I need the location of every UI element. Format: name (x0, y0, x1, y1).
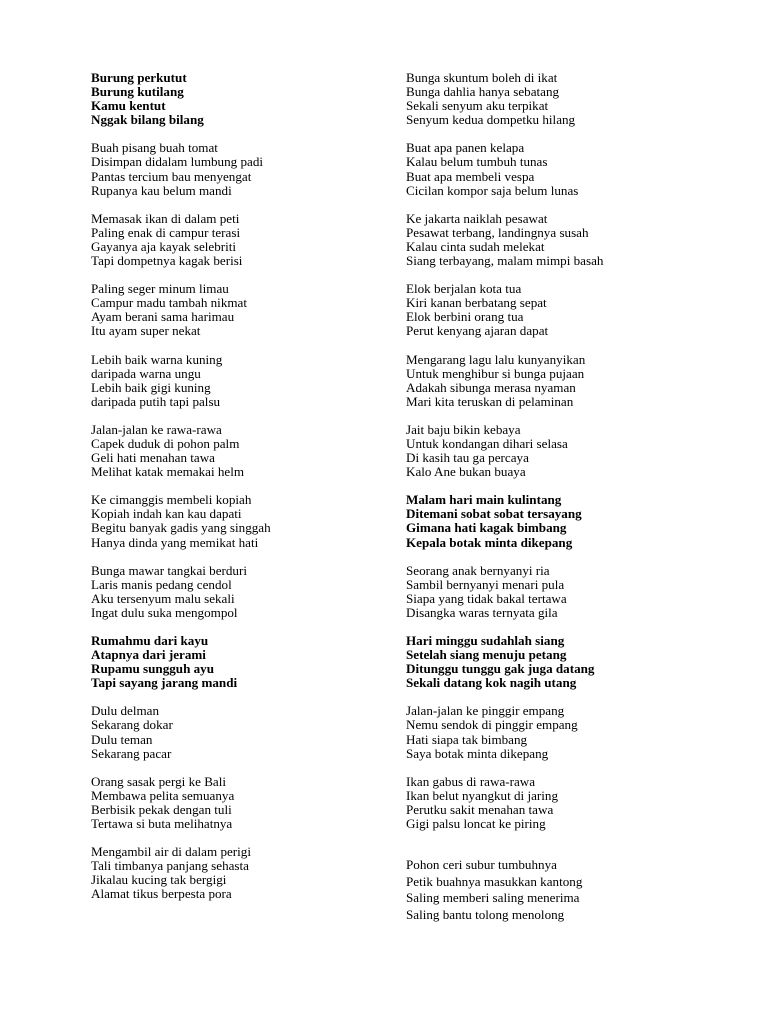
poem-line: Elok berjalan kota tua (406, 281, 522, 297)
stanza (91, 353, 421, 409)
stanza (91, 71, 421, 127)
poem-line: Siang terbayang, malam mimpi basah (406, 253, 604, 269)
poem-line: Pantas tercium bau menyengat (91, 168, 252, 184)
poem-line: Aku tersenyum malu sekali (91, 590, 235, 606)
poem-line: Setelah siang menuju petang (406, 647, 567, 663)
stanza (91, 493, 421, 549)
poem-line: Paling seger minum limau (91, 281, 229, 297)
poem-line: Perut kenyang ajaran dapat (406, 323, 549, 339)
stanza (91, 212, 421, 268)
poem-line: Capek duduk di pohon palm (91, 435, 240, 451)
poem-line: Kalau belum tumbuh tunas (406, 154, 548, 170)
stanza (406, 282, 736, 338)
poem-line: Mengarang lagu lalu kunyanyikan (406, 351, 586, 367)
stanza (406, 212, 736, 268)
stanza (406, 71, 736, 127)
poem-line: Burung perkutut (91, 70, 187, 85)
poem-line: Orang sasak pergi ke Bali (91, 773, 227, 789)
poem-line: Tertawa si buta melihatnya (91, 816, 233, 832)
stanza (406, 564, 736, 620)
poem-line: Sambil bernyanyi menari pula (406, 576, 565, 592)
poem-line: Saling memberi saling menerima (406, 890, 580, 906)
poem-line: Senyum kedua dompetku hilang (406, 112, 576, 128)
poem-line: Malam hari main kulintang (406, 492, 562, 508)
poem-line: Lebih baik gigi kuning (91, 379, 211, 395)
poem-line: Nemu sendok di pinggir empang (406, 717, 578, 733)
stanza (406, 704, 736, 760)
poem-line: Itu ayam super nekat (91, 323, 201, 339)
poem-line: Bunga dahlia hanya sebatang (406, 84, 560, 100)
stanza (91, 845, 421, 901)
poem-line: Disimpan didalam lumbung padi (91, 154, 264, 170)
poem-line: Membawa pelita semuanya (91, 787, 235, 803)
stanza (91, 704, 421, 760)
right-column (406, 71, 736, 924)
stanza (91, 282, 421, 338)
poem-line: Ke jakarta naiklah pesawat (406, 210, 548, 226)
left-column (91, 71, 421, 902)
poem-line: Hati siapa tak bimbang (406, 731, 528, 747)
poem-line: Bunga mawar tangkai berduri (91, 562, 247, 578)
stanza (91, 141, 421, 197)
poem-line: Sekarang pacar (91, 745, 172, 761)
stanza (91, 423, 421, 479)
poem-line: Campur madu tambah nikmat (91, 295, 247, 311)
poem-line: Ingat dulu suka mengompol (91, 604, 238, 620)
poem-line: Pohon ceri subur tumbuhnya (406, 857, 557, 873)
poem-line: Petik buahnya masukkan kantong (406, 873, 583, 889)
poem-line: Buat apa panen kelapa (406, 140, 525, 156)
poem-line: Gayanya aja kayak selebriti (91, 238, 237, 254)
poem-line: Kamu kentut (91, 98, 166, 114)
stanza (406, 353, 736, 409)
stanza (406, 141, 736, 197)
stanza (91, 775, 421, 831)
poem-line: Alamat tikus berpesta pora (91, 886, 232, 902)
poem-line: daripada warna ungu (91, 365, 201, 381)
stanza (406, 857, 736, 923)
poem-line: Geli hati menahan tawa (91, 450, 215, 466)
poem-line: Jikalau kucing tak bergigi (91, 872, 227, 888)
poem-line: Ikan gabus di rawa-rawa (406, 773, 536, 789)
poem-line: Buah pisang buah tomat (91, 140, 218, 156)
poem-line: Rupamu sungguh ayu (91, 661, 214, 677)
poem-line: Nggak bilang bilang (91, 112, 204, 128)
poem-line: Mari kita teruskan di pelaminan (406, 393, 574, 409)
poem-line: Disangka waras ternyata gila (406, 604, 558, 620)
poem-line: Ditemani sobat sobat tersayang (406, 506, 582, 522)
poem-line: Ditunggu tunggu gak juga datang (406, 661, 595, 677)
poem-line: Untuk menghibur si bunga pujaan (406, 365, 585, 381)
poem-line: Pesawat terbang, landingnya susah (406, 224, 589, 240)
poem-line: Begitu banyak gadis yang singgah (91, 520, 271, 536)
poem-line: Dulu teman (91, 731, 153, 747)
poem-line: Saya botak minta dikepang (406, 745, 549, 761)
poem-line: daripada putih tapi palsu (91, 393, 221, 409)
poem-line: Bunga skuntum boleh di ikat (406, 70, 558, 85)
stanza (406, 423, 736, 479)
poem-line: Seorang anak bernyanyi ria (406, 562, 550, 578)
stanza (406, 493, 736, 549)
poem-line: Kepala botak minta dikepang (406, 534, 573, 550)
poem-line: Atapnya dari jerami (91, 647, 206, 663)
poem-line: Siapa yang tidak bakal tertawa (406, 590, 567, 606)
poem-line: Sekali datang kok nagih utang (406, 675, 577, 691)
poem-line: Sekarang dokar (91, 717, 173, 733)
poem-line: Di kasih tau ga percaya (406, 450, 529, 466)
poem-line: Hanya dinda yang memikat hati (91, 534, 259, 550)
poem-line: Tali timbanya panjang sehasta (91, 858, 249, 874)
poem-line: Elok berbini orang tua (406, 309, 524, 325)
poem-line: Burung kutilang (91, 84, 184, 100)
poem-line: Untuk kondangan dihari selasa (406, 435, 568, 451)
poem-line: Rumahmu dari kayu (91, 633, 209, 648)
poem-line: Buat apa membeli vespa (406, 168, 535, 184)
poem-line: Jalan-jalan ke pinggir empang (406, 703, 565, 719)
poem-line: Melihat katak memakai helm (91, 464, 245, 480)
poem-line: Tapi sayang jarang mandi (91, 675, 238, 691)
poem-line: Hari minggu sudahlah siang (406, 633, 565, 648)
stanza (406, 775, 736, 831)
poem-line: Lebih baik warna kuning (91, 351, 223, 367)
poem-line: Gigi palsu loncat ke piring (406, 816, 546, 832)
poem-line: Jait baju bikin kebaya (406, 421, 521, 437)
poem-line: Perutku sakit menahan tawa (406, 801, 554, 817)
stanza (406, 634, 736, 690)
poem-line: Tapi dompetnya kagak berisi (91, 253, 243, 269)
poem-line: Ke cimanggis membeli kopiah (91, 492, 252, 508)
poem-line: Gimana hati kagak bimbang (406, 520, 567, 536)
poem-line: Ayam berani sama harimau (91, 309, 235, 325)
poem-line: Kalo Ane bukan buaya (406, 464, 526, 480)
poem-line: Kalau cinta sudah melekat (406, 238, 545, 254)
poem-line: Berbisik pekak dengan tuli (91, 801, 232, 817)
poem-line: Adakah sibunga merasa nyaman (406, 379, 576, 395)
poem-line: Paling enak di campur terasi (91, 224, 241, 240)
poem-line: Laris manis pedang cendol (91, 576, 232, 592)
poem-line: Mengambil air di dalam perigi (91, 844, 251, 860)
poem-line: Dulu delman (91, 703, 160, 719)
poem-line: Kopiah indah kan kau dapati (91, 506, 242, 522)
poem-line: Saling bantu tolong menolong (406, 906, 565, 922)
stanza (91, 564, 421, 620)
poem-line: Sekali senyum aku terpikat (406, 98, 549, 114)
stanza (91, 634, 421, 690)
poem-line: Cicilan kompor saja belum lunas (406, 182, 579, 198)
poem-line: Kiri kanan berbatang sepat (406, 295, 547, 311)
poem-line: Rupanya kau belum mandi (91, 182, 232, 198)
poem-line: Jalan-jalan ke rawa-rawa (91, 421, 222, 437)
poem-line: Ikan belut nyangkut di jaring (406, 787, 558, 803)
poem-line: Memasak ikan di dalam peti (91, 210, 240, 226)
